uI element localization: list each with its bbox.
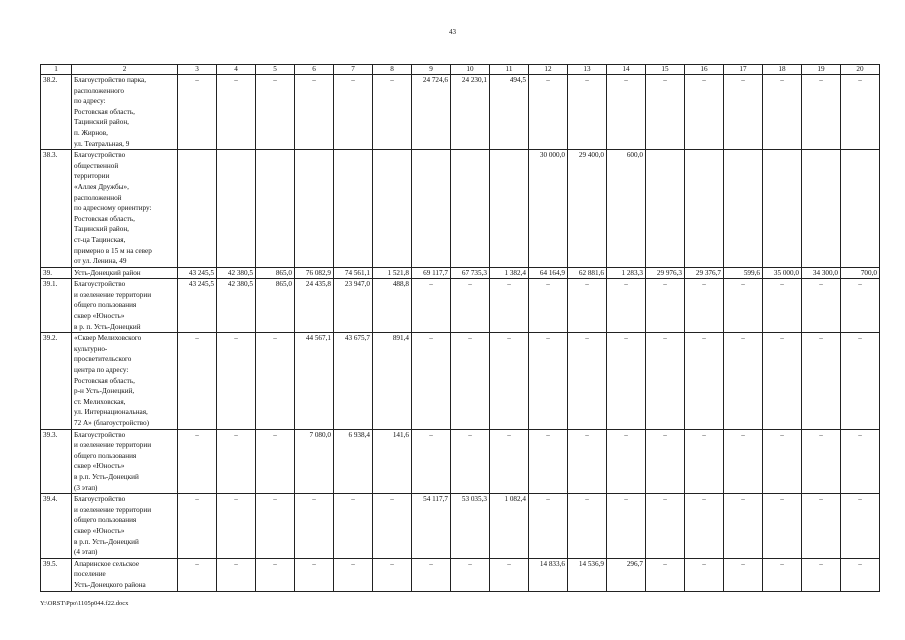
column-number: 20	[841, 65, 880, 75]
value-cell: 43 675,7	[334, 333, 373, 429]
value-cell: –	[763, 279, 802, 333]
description-line: примерно в 15 м на север	[74, 246, 152, 255]
value-cell: –	[256, 558, 295, 591]
value-cell: –	[256, 429, 295, 494]
value-cell: –	[841, 333, 880, 429]
description-line: «Аллея Дружбы»,	[74, 182, 129, 191]
value-cell: –	[217, 558, 256, 591]
value-cell: 865,0	[256, 267, 295, 279]
value-cell: –	[178, 558, 217, 591]
value-cell: –	[256, 333, 295, 429]
column-number: 16	[685, 65, 724, 75]
value-cell: –	[646, 558, 685, 591]
table-row	[41, 150, 880, 268]
value-cell: –	[763, 494, 802, 559]
value-cell: 488,8	[373, 279, 412, 333]
value-cell: –	[724, 279, 763, 333]
value-cell: 24 435,8	[295, 279, 334, 333]
table-row	[41, 494, 880, 559]
value-cell	[724, 150, 763, 268]
row-description	[72, 558, 178, 591]
column-number: 15	[646, 65, 685, 75]
column-number: 4	[217, 65, 256, 75]
value-cell: –	[217, 333, 256, 429]
value-cell: –	[451, 429, 490, 494]
value-cell: –	[178, 75, 217, 150]
value-cell	[646, 150, 685, 268]
row-description	[72, 333, 178, 429]
description-line: и озеленение территории	[74, 441, 152, 450]
description-line: в р.п. Усть-Донецкий	[74, 472, 139, 481]
description-line: в р.п. Усть-Донецкий	[74, 537, 139, 546]
description-line: Благоустройство	[74, 430, 126, 439]
value-cell: –	[529, 279, 568, 333]
value-cell: –	[763, 333, 802, 429]
value-cell: –	[802, 333, 841, 429]
value-cell: –	[178, 494, 217, 559]
value-cell: –	[763, 75, 802, 150]
value-cell: –	[802, 558, 841, 591]
value-cell	[256, 150, 295, 268]
value-cell: –	[802, 279, 841, 333]
column-number: 10	[451, 65, 490, 75]
value-cell: –	[568, 429, 607, 494]
row-description	[72, 429, 178, 494]
column-number: 18	[763, 65, 802, 75]
column-number: 19	[802, 65, 841, 75]
description-line: Ростовская область,	[74, 107, 135, 116]
value-cell: –	[607, 75, 646, 150]
value-cell: 35 000,0	[763, 267, 802, 279]
value-cell: –	[412, 429, 451, 494]
description-line: расположенного	[74, 86, 125, 95]
description-line: (3 этап)	[74, 483, 98, 492]
value-cell: –	[802, 429, 841, 494]
value-cell: 76 082,9	[295, 267, 334, 279]
value-cell: 34 300,0	[802, 267, 841, 279]
value-cell: 600,0	[607, 150, 646, 268]
value-cell: –	[295, 75, 334, 150]
column-number: 14	[607, 65, 646, 75]
value-cell: –	[217, 494, 256, 559]
value-cell	[685, 150, 724, 268]
value-cell: 44 567,1	[295, 333, 334, 429]
value-cell: 74 561,1	[334, 267, 373, 279]
value-cell: 865,0	[256, 279, 295, 333]
value-cell: 494,5	[490, 75, 529, 150]
value-cell	[763, 150, 802, 268]
value-cell: 23 947,0	[334, 279, 373, 333]
description-line: просветительского	[74, 355, 132, 364]
value-cell: –	[451, 558, 490, 591]
value-cell: –	[841, 429, 880, 494]
value-cell: –	[529, 75, 568, 150]
value-cell: 1 382,4	[490, 267, 529, 279]
table-row	[41, 429, 880, 494]
column-number: 1	[41, 65, 72, 75]
column-number: 7	[334, 65, 373, 75]
value-cell: 42 380,5	[217, 267, 256, 279]
value-cell: –	[802, 494, 841, 559]
value-cell: 6 938,4	[334, 429, 373, 494]
table-row	[41, 75, 880, 150]
row-number: 39.5.	[41, 558, 72, 591]
description-line: Благоустройство парка,	[74, 76, 147, 84]
description-line: сквер «Юность»	[74, 312, 125, 321]
value-cell: –	[217, 75, 256, 150]
value-cell: 141,6	[373, 429, 412, 494]
description-line: центра по адресу:	[74, 366, 129, 375]
value-cell: 7 080,0	[295, 429, 334, 494]
value-cell: –	[529, 333, 568, 429]
value-cell: 29 976,3	[646, 267, 685, 279]
value-cell: –	[529, 429, 568, 494]
column-number: 8	[373, 65, 412, 75]
value-cell: –	[646, 333, 685, 429]
description-line: Тацинский район,	[74, 118, 129, 127]
value-cell: –	[412, 333, 451, 429]
value-cell: –	[724, 75, 763, 150]
value-cell: 67 735,3	[451, 267, 490, 279]
column-number: 2	[72, 65, 178, 75]
value-cell: –	[178, 333, 217, 429]
description-line: общего пользования	[74, 516, 137, 525]
column-number: 12	[529, 65, 568, 75]
description-line: Тацинский район,	[74, 225, 129, 234]
value-cell: 42 380,5	[217, 279, 256, 333]
value-cell: –	[412, 279, 451, 333]
description-line: ул. Интернациональная,	[74, 408, 148, 417]
description-line: Усть-Донецкого района	[74, 580, 146, 589]
description-line: п. Жирнов,	[74, 128, 108, 137]
description-line: (4 этап)	[74, 548, 98, 557]
description-line: Благоустройство	[74, 495, 126, 504]
description-line: Апаринское сельское	[74, 559, 140, 568]
row-description	[72, 494, 178, 559]
value-cell: 24 230,1	[451, 75, 490, 150]
description-line: общего пользования	[74, 301, 137, 310]
column-number: 13	[568, 65, 607, 75]
value-cell: –	[568, 333, 607, 429]
value-cell: –	[841, 494, 880, 559]
description-line: Ростовская область,	[74, 376, 135, 385]
row-description	[72, 267, 178, 279]
table-row	[41, 267, 880, 279]
value-cell	[412, 150, 451, 268]
description-line: Благоустройство	[74, 280, 126, 289]
value-cell: –	[841, 558, 880, 591]
value-cell: –	[607, 494, 646, 559]
row-description	[72, 279, 178, 333]
value-cell: –	[841, 279, 880, 333]
description-line: в р. п. Усть-Донецкий	[74, 322, 141, 331]
value-cell: –	[646, 494, 685, 559]
column-number: 3	[178, 65, 217, 75]
value-cell: 43 245,5	[178, 279, 217, 333]
row-number: 39.	[41, 267, 72, 279]
description-line: ул. Театральная, 9	[74, 139, 130, 148]
value-cell: –	[685, 494, 724, 559]
value-cell: –	[529, 494, 568, 559]
value-cell	[802, 150, 841, 268]
value-cell: 29 400,0	[568, 150, 607, 268]
value-cell: –	[685, 279, 724, 333]
table-row	[41, 333, 880, 429]
value-cell: 30 000,0	[529, 150, 568, 268]
value-cell: 14 536,9	[568, 558, 607, 591]
value-cell: –	[568, 75, 607, 150]
description-line: поселение	[74, 570, 106, 579]
value-cell	[178, 150, 217, 268]
budget-table	[40, 64, 880, 592]
value-cell: –	[217, 429, 256, 494]
value-cell: –	[724, 429, 763, 494]
value-cell: –	[763, 429, 802, 494]
value-cell: –	[412, 558, 451, 591]
value-cell: –	[724, 494, 763, 559]
description-line: ст. Мелиховская,	[74, 397, 126, 406]
row-number: 39.1.	[41, 279, 72, 333]
value-cell: –	[490, 333, 529, 429]
value-cell: 53 035,3	[451, 494, 490, 559]
value-cell: –	[490, 558, 529, 591]
row-description	[72, 150, 178, 268]
value-cell	[490, 150, 529, 268]
description-line: «Сквер Мелиховского	[74, 334, 142, 343]
value-cell: 891,4	[373, 333, 412, 429]
column-number: 6	[295, 65, 334, 75]
value-cell: –	[256, 494, 295, 559]
value-cell	[451, 150, 490, 268]
value-cell: –	[178, 429, 217, 494]
value-cell: –	[334, 75, 373, 150]
value-cell: –	[685, 429, 724, 494]
description-line: Благоустройство	[74, 151, 126, 160]
value-cell: 700,0	[841, 267, 880, 279]
value-cell: 43 245,5	[178, 267, 217, 279]
value-cell: 29 376,7	[685, 267, 724, 279]
value-cell: 1 082,4	[490, 494, 529, 559]
value-cell: –	[802, 75, 841, 150]
value-cell: –	[451, 279, 490, 333]
value-cell: –	[724, 558, 763, 591]
description-line: по адресу:	[74, 97, 106, 106]
value-cell: –	[568, 279, 607, 333]
description-line: Усть-Донецкий район	[74, 268, 141, 277]
row-description	[72, 75, 178, 150]
value-cell: –	[373, 75, 412, 150]
description-line: р-н Усть-Донецкий,	[74, 387, 135, 396]
value-cell: –	[841, 75, 880, 150]
description-line: по адресному ориентиру:	[74, 204, 152, 213]
description-line: ст-ца Тацинская,	[74, 235, 126, 244]
table-row	[41, 558, 880, 591]
description-line: и озеленение территории	[74, 505, 152, 514]
value-cell: 14 833,6	[529, 558, 568, 591]
value-cell: 296,7	[607, 558, 646, 591]
value-cell: –	[490, 279, 529, 333]
description-line: общественной	[74, 161, 119, 170]
row-number: 39.3.	[41, 429, 72, 494]
value-cell: –	[256, 75, 295, 150]
column-number: 17	[724, 65, 763, 75]
column-number: 5	[256, 65, 295, 75]
value-cell: 54 117,7	[412, 494, 451, 559]
value-cell	[334, 150, 373, 268]
file-path-footer: Y:\ORST\Ppo\1105p044.f22.docx	[40, 600, 129, 607]
value-cell: –	[646, 75, 685, 150]
value-cell: 69 117,7	[412, 267, 451, 279]
column-number: 9	[412, 65, 451, 75]
value-cell	[373, 150, 412, 268]
description-line: от ул. Ленина, 49	[74, 257, 127, 266]
value-cell: –	[685, 558, 724, 591]
table-row	[41, 279, 880, 333]
description-line: общего пользования	[74, 451, 137, 460]
value-cell: –	[607, 333, 646, 429]
value-cell: –	[295, 494, 334, 559]
value-cell: 1 521,8	[373, 267, 412, 279]
description-line: Ростовская область,	[74, 214, 135, 223]
value-cell: –	[373, 558, 412, 591]
value-cell: –	[685, 333, 724, 429]
value-cell: 64 164,9	[529, 267, 568, 279]
value-cell: –	[490, 429, 529, 494]
column-number: 11	[490, 65, 529, 75]
value-cell: 62 881,6	[568, 267, 607, 279]
description-line: расположенной	[74, 193, 122, 202]
description-line: сквер «Юность»	[74, 462, 125, 471]
value-cell: –	[373, 494, 412, 559]
value-cell: 1 283,3	[607, 267, 646, 279]
value-cell: –	[295, 558, 334, 591]
description-line: сквер «Юность»	[74, 526, 125, 535]
row-number: 39.2.	[41, 333, 72, 429]
value-cell	[841, 150, 880, 268]
value-cell: –	[334, 494, 373, 559]
value-cell: –	[568, 494, 607, 559]
value-cell: –	[763, 558, 802, 591]
value-cell	[295, 150, 334, 268]
value-cell: –	[607, 279, 646, 333]
value-cell: –	[646, 429, 685, 494]
description-line: 72 А» (благоустройство)	[74, 419, 150, 427]
row-number: 39.4.	[41, 494, 72, 559]
value-cell: –	[685, 75, 724, 150]
value-cell: 599,6	[724, 267, 763, 279]
description-line: культурно-	[74, 344, 108, 353]
value-cell: 24 724,6	[412, 75, 451, 150]
value-cell	[217, 150, 256, 268]
value-cell: –	[451, 333, 490, 429]
description-line: и озеленение территории	[74, 290, 152, 299]
page-number: 43	[449, 28, 456, 36]
column-number-row	[41, 65, 880, 75]
value-cell: –	[724, 333, 763, 429]
row-number: 38.2.	[41, 75, 72, 150]
value-cell: –	[646, 279, 685, 333]
value-cell: –	[334, 558, 373, 591]
value-cell: –	[607, 429, 646, 494]
row-number: 38.3.	[41, 150, 72, 268]
description-line: территории	[74, 172, 110, 181]
